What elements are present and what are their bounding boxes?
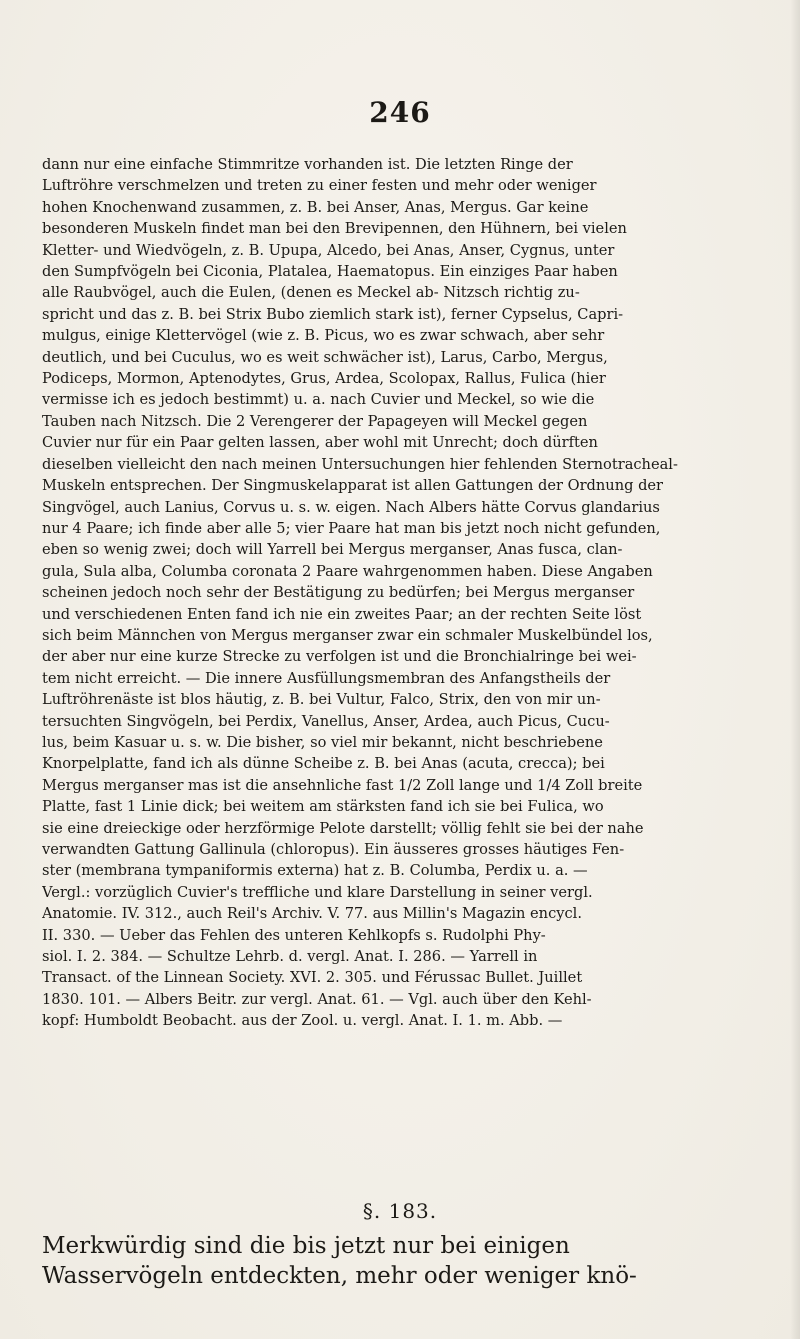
text-line: II. 330. — Ueber das Fehlen des unteren Kehlkopfs s. Rudolphi Phy- — [42, 926, 546, 944]
text-line: tem nicht erreicht. — Die innere Ausfüllungsmembran des Anfangstheils der — [42, 669, 611, 687]
text-line: Transact. of the Linnean Society. XVI. 2. 305. und Férussac Bullet. Juillet — [42, 969, 583, 987]
text-line: Luftröhre verschmelzen und treten zu einer festen und mehr oder weniger — [42, 177, 597, 195]
text-line: hohen Knochenwand zusammen, z. B. bei Anser, Anas, Mergus. Gar keine — [42, 198, 589, 216]
text-line: lus, beim Kasuar u. s. w. Die bisher, so viel mir bekannt, nicht beschriebene — [42, 733, 603, 751]
text-line: dieselben vielleicht den nach meinen Untersuchungen hier fehlenden Sternotracheal- — [42, 455, 678, 473]
text-line: gula, Sula alba, Columba coronata 2 Paare wahrgenommen haben. Diese Angaben — [42, 562, 653, 580]
text-line: Mergus merganser mas ist die ansehnliche fast 1/2 Zoll lange und 1/4 Zoll breite — [42, 776, 643, 794]
text-line: Singvögel, auch Lanius, Corvus u. s. w. eigen. Nach Albers hätte Corvus glandarius — [42, 498, 660, 516]
text-line: Tauben nach Nitzsch. Die 2 Verengerer der Papageyen will Meckel gegen — [42, 412, 588, 430]
page-edge-shadow — [790, 0, 800, 1339]
heading-line: Merkwürdig sind die bis jetzt nur bei einigen — [42, 1233, 570, 1259]
text-line: Anatomie. IV. 312., auch Reil's Archiv. V. 77. aus Millin's Magazin encycl. — [42, 905, 582, 923]
section-heading — [42, 1231, 770, 1291]
text-line: besonderen Muskeln findet man bei den Brevipennen, den Hühnern, bei vielen — [42, 220, 627, 238]
text-line: Knorpelplatte, fand ich als dünne Scheibe z. B. bei Anas (acuta, crecca); bei — [42, 755, 605, 773]
text-line: kopf: Humboldt Beobacht. aus der Zool. u. vergl. Anat. I. 1. m. Abb. — — [42, 1012, 563, 1030]
section-number: §. 183. — [362, 1199, 438, 1223]
text-line: alle Raubvögel, auch die Eulen, (denen es Meckel ab- Nitzsch richtig zu- — [42, 284, 580, 302]
heading-line: Wasservögeln entdeckten, mehr oder weniger knö- — [42, 1263, 637, 1289]
text-line: sich beim Männchen von Mergus merganser zwar ein schmaler Muskelbündel los, — [42, 626, 653, 644]
text-line: Platte, fast 1 Linie dick; bei weitem am stärksten fand ich sie bei Fulica, wo — [42, 798, 604, 816]
text-line: Kletter- und Wiedvögeln, z. B. Upupa, Alcedo, bei Anas, Anser, Cygnus, unter — [42, 241, 615, 259]
text-line: eben so wenig zwei; doch will Yarrell bei Mergus merganser, Anas fusca, clan- — [42, 541, 623, 559]
text-line: verwandten Gattung Gallinula (chloropus). Ein äusseres grosses häutiges Fen- — [42, 841, 625, 858]
text-line: siol. I. 2. 384. — Schultze Lehrb. d. vergl. Anat. I. 286. — Yarrell in — [42, 948, 538, 966]
body-text — [42, 154, 770, 1032]
text-line: spricht und das z. B. bei Strix Bubo ziemlich stark ist), ferner Cypselus, Capri- — [42, 305, 624, 323]
text-line: tersuchten Singvögeln, bei Perdix, Vanellus, Anser, Ardea, auch Picus, Cucu- — [42, 712, 610, 730]
text-line: ster (membrana tympaniformis externa) hat z. B. Columba, Perdix u. a. — — [42, 862, 588, 880]
text-line: nur 4 Paare; ich finde aber alle 5; vier Paare hat man bis jetzt noch nicht gefunden, — [42, 519, 661, 537]
text-line: Luftröhrenäste ist blos häutig, z. B. bei Vultur, Falco, Strix, den von mir un- — [42, 691, 601, 709]
text-line: Podiceps, Mormon, Aptenodytes, Grus, Ardea, Scolopax, Rallus, Fulica (hier — [42, 370, 606, 388]
text-line: vermisse ich es jedoch bestimmt) u. a. nach Cuvier und Meckel, so wie die — [42, 391, 595, 409]
text-line: der aber nur eine kurze Strecke zu verfolgen ist und die Bronchialringe bei wei- — [42, 648, 637, 666]
text-line: den Sumpfvögeln bei Ciconia, Platalea, Haematopus. Ein einziges Paar haben — [42, 263, 618, 281]
text-line: 1830. 101. — Albers Beitr. zur vergl. Anat. 61. — Vgl. auch über den Kehl- — [42, 990, 592, 1008]
text-line: mulgus, einige Klettervögel (wie z. B. Picus, wo es zwar schwach, aber sehr — [42, 327, 605, 345]
text-line: dann nur eine einfache Stimmritze vorhanden ist. Die letzten Ringe der — [42, 156, 573, 173]
text-line: sie eine dreieckige oder herzförmige Pelote darstellt; völlig fehlt sie bei der nahe — [42, 819, 644, 837]
text-line: Muskeln entsprechen. Der Singmuskelapparat ist allen Gattungen der Ordnung der — [42, 477, 664, 495]
page-number: 246 — [369, 96, 431, 129]
text-line: Cuvier nur für ein Paar gelten lassen, aber wohl mit Unrecht; doch dürften — [42, 434, 598, 452]
text-line: und verschiedenen Enten fand ich nie ein zweites Paar; an der rechten Seite löst — [42, 605, 642, 623]
text-line: deutlich, und bei Cuculus, wo es weit schwächer ist), Larus, Carbo, Mergus, — [42, 348, 608, 366]
text-line: scheinen jedoch noch sehr der Bestätigung zu bedürfen; bei Mergus merganser — [42, 584, 635, 602]
text-line: Vergl.: vorzüglich Cuvier's treffliche und klare Darstellung in seiner vergl. — [42, 883, 593, 901]
